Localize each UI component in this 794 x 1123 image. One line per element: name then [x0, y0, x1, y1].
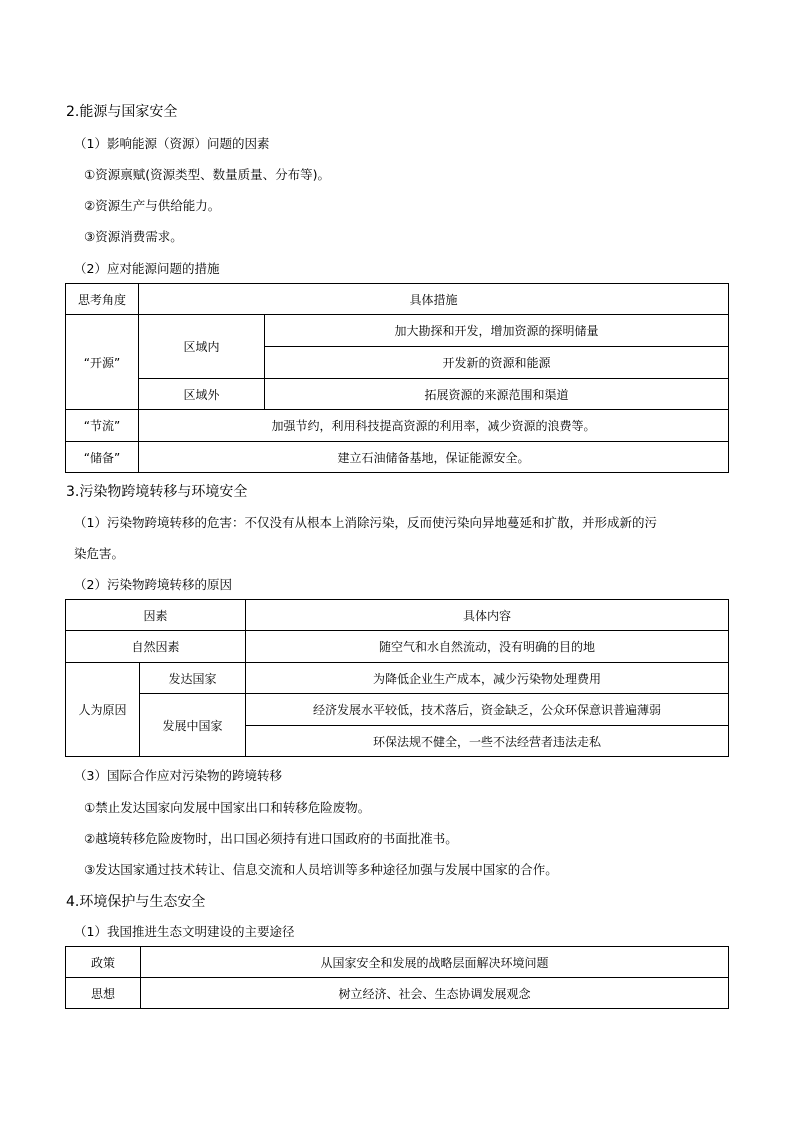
table-cell: 区域内 [139, 315, 265, 379]
table-cell: 为降低企业生产成本，减少污染物处理费用 [246, 663, 729, 694]
table-cell: 自然因素 [66, 631, 246, 663]
table-cell: “开源” [66, 315, 139, 410]
s4-subheading-1: （1）我国推进生态文明建设的主要途径 [74, 924, 295, 939]
ecological-civilization-table [65, 946, 729, 1009]
table-cell: “节流” [66, 410, 139, 442]
table-header-cell: 思考角度 [66, 284, 139, 315]
table-cell: 思想 [66, 978, 141, 1009]
table-cell: 环保法规不健全，一些不法经营者违法走私 [246, 726, 729, 757]
s2-subheading-1: （1）影响能源（资源）问题的因素 [74, 136, 270, 151]
table-cell: 加强节约，利用科技提高资源的利用率，减少资源的浪费等。 [139, 410, 729, 442]
table-cell: 区域外 [139, 379, 265, 410]
s2-item-3: ③资源消费需求。 [84, 229, 183, 244]
table-header-cell: 具体措施 [139, 284, 729, 315]
s3-subheading-3: （3）国际合作应对污染物的跨境转移 [74, 768, 282, 783]
table-cell: 发展中国家 [140, 694, 246, 757]
table-cell: 经济发展水平较低，技术落后，资金缺乏，公众环保意识普遍薄弱 [246, 694, 729, 726]
table-cell: 拓展资源的来源范围和渠道 [265, 379, 729, 410]
s3-item-3: ③发达国家通过技术转让、信息交流和人员培训等多种途径加强与发展中国家的合作。 [84, 862, 558, 877]
s3-item-2: ②越境转移危险废物时，出口国必须持有进口国政府的书面批准书。 [84, 831, 458, 846]
s3-item-1: ①禁止发达国家向发展中国家出口和转移危险废物。 [84, 800, 371, 815]
section-3-heading: 3.污染物跨境转移与环境安全 [66, 484, 248, 500]
table-header-cell: 因素 [66, 600, 246, 631]
energy-measures-table [65, 283, 729, 473]
table-cell: 随空气和水自然流动，没有明确的目的地 [246, 631, 729, 663]
s3-subheading-2: （2）污染物跨境转移的原因 [74, 577, 232, 592]
pollution-causes-table [65, 599, 729, 757]
s2-subheading-2: （2）应对能源问题的措施 [74, 261, 220, 276]
section-4-heading: 4.环境保护与生态安全 [66, 894, 206, 910]
s2-item-2: ②资源生产与供给能力。 [84, 198, 221, 213]
s3-subheading-1: （1）污染物跨境转移的危害：不仅没有从根本上消除污染，反而使污染向异地蔓延和扩散，并形成新的污 [74, 515, 657, 530]
table-cell: 人为原因 [66, 663, 140, 757]
s2-item-1: ①资源禀赋(资源类型、数量质量、分布等)。 [84, 167, 330, 182]
table-cell: “储备” [66, 442, 139, 473]
table-cell: 从国家安全和发展的战略层面解决环境问题 [141, 947, 729, 978]
section-2-heading: 2.能源与国家安全 [66, 104, 178, 120]
table-cell: 树立经济、社会、生态协调发展观念 [141, 978, 729, 1009]
table-header-cell: 具体内容 [246, 600, 729, 631]
s3-subheading-1-cont: 染危害。 [74, 546, 125, 561]
table-cell: 加大勘探和开发，增加资源的探明储量 [265, 315, 729, 347]
table-cell: 建立石油储备基地，保证能源安全。 [139, 442, 729, 473]
table-cell: 发达国家 [140, 663, 246, 694]
table-cell: 政策 [66, 947, 141, 978]
table-cell: 开发新的资源和能源 [265, 347, 729, 379]
